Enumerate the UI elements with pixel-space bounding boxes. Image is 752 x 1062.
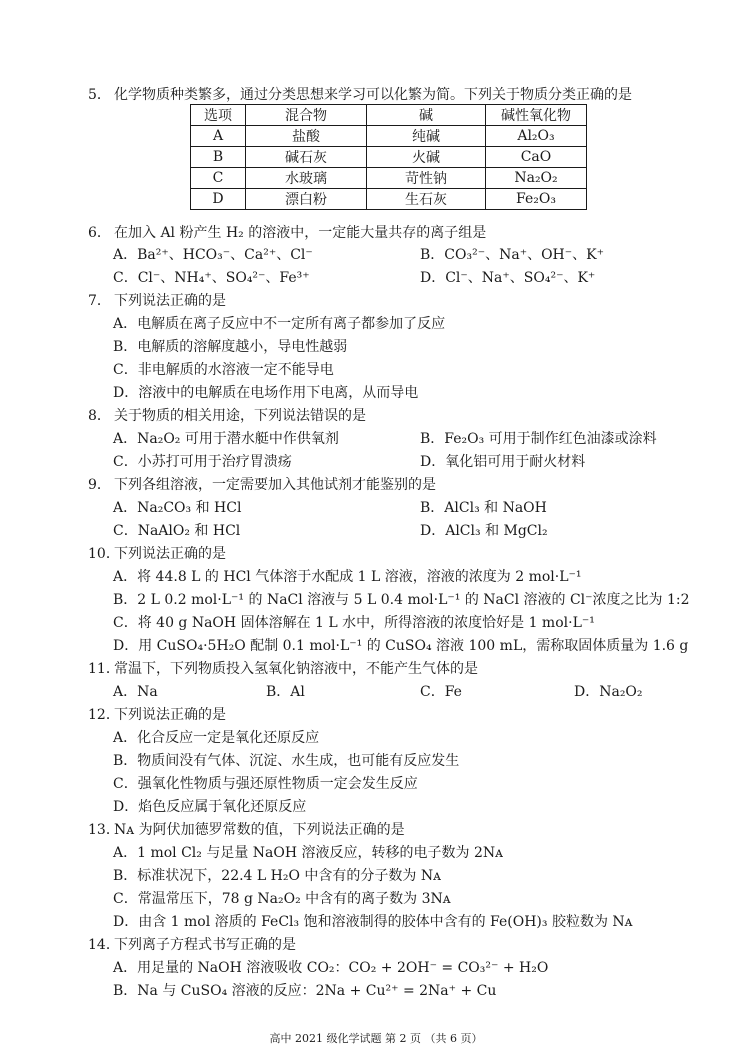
table-header-cell: 碱性氧化物	[486, 105, 587, 126]
option-a: A．将 44.8 L 的 HCl 气体溶于水配成 1 L 溶液，溶液的浓度为 2 mol·L⁻¹	[113, 569, 582, 585]
question-number: 14．	[88, 937, 120, 953]
option-c: C．小苏打可用于治疗胃溃疡	[113, 454, 292, 470]
question-stem: 下列各组溶液，一定需要加入其他试剂才能鉴别的是	[114, 477, 436, 493]
question-stem: 在加入 Al 粉产生 H₂ 的溶液中，一定能大量共存的离子组是	[114, 225, 487, 241]
option-b: B．CO₃²⁻、Na⁺、OH⁻、K⁺	[420, 247, 605, 263]
option-d: D．由含 1 mol 溶质的 FeCl₃ 饱和溶液制得的胶体中含有的 Fe(OH)₃ 胶粒数为 Nᴀ	[113, 914, 633, 930]
question-stem: 下列离子方程式书写正确的是	[114, 937, 296, 953]
question-number: 8．	[88, 408, 111, 424]
question-stem: Nᴀ 为阿伏加德罗常数的值，下列说法正确的是	[114, 822, 405, 838]
question-10	[88, 543, 226, 563]
option-b: B．Al	[266, 684, 305, 700]
option-d: D．焰色反应属于氧化还原反应	[113, 799, 307, 815]
option-a: A．化合反应一定是氧化还原反应	[113, 730, 320, 746]
option-d: D．AlCl₃ 和 MgCl₂	[420, 523, 548, 539]
table-cell: B	[191, 147, 246, 168]
option-a: A．电解质在离子反应中不一定所有离子都参加了反应	[113, 316, 446, 332]
question-8	[88, 405, 366, 425]
table-row	[191, 126, 587, 147]
option-c: C．将 40 g NaOH 固体溶解在 1 L 水中，所得溶液的浓度恰好是 1 mol·L⁻¹	[113, 615, 595, 631]
table-cell: 水玻璃	[246, 168, 367, 189]
table-cell: Fe₂O₃	[486, 189, 587, 210]
question-6	[88, 222, 486, 242]
question-number: 7．	[88, 293, 111, 309]
question-number: 13．	[88, 822, 120, 838]
option-a: A．Na₂O₂ 可用于潜水艇中作供氧剂	[113, 431, 339, 447]
classification-table	[190, 104, 587, 210]
option-c: C．NaAlO₂ 和 HCl	[113, 523, 241, 539]
question-9	[88, 474, 436, 494]
table-row	[191, 147, 587, 168]
table-cell: Na₂O₂	[486, 168, 587, 189]
table-cell: A	[191, 126, 246, 147]
option-d: D．Cl⁻、Na⁺、SO₄²⁻、K⁺	[420, 270, 596, 286]
table-header-cell: 碱	[367, 105, 486, 126]
table-cell: 盐酸	[246, 126, 367, 147]
table-header-row	[191, 105, 587, 126]
question-14	[88, 934, 296, 954]
question-stem: 下列说法正确的是	[114, 293, 226, 309]
option-b: B．AlCl₃ 和 NaOH	[420, 500, 547, 516]
question-12	[88, 704, 226, 724]
table-cell: C	[191, 168, 246, 189]
table-row	[191, 189, 587, 210]
question-stem: 化学物质种类繁多，通过分类思想来学习可以化繁为简。下列关于物质分类正确的是	[114, 87, 632, 103]
option-c: C．Cl⁻、NH₄⁺、SO₄²⁻、Fe³⁺	[113, 270, 310, 286]
option-b: B．Fe₂O₃ 可用于制作红色油漆或涂料	[420, 431, 657, 447]
table-cell: D	[191, 189, 246, 210]
question-stem: 下列说法正确的是	[114, 546, 226, 562]
question-number: 6．	[88, 225, 111, 241]
option-b: B．标准状况下，22.4 L H₂O 中含有的分子数为 Nᴀ	[113, 868, 442, 884]
question-13	[88, 819, 405, 839]
table-cell: 漂白粉	[246, 189, 367, 210]
question-number: 12．	[88, 707, 120, 723]
question-number: 5．	[88, 87, 111, 103]
option-a: A．用足量的 NaOH 溶液吸收 CO₂：CO₂ + 2OH⁻ = CO₃²⁻ + H₂O	[113, 960, 549, 976]
option-b: B．2 L 0.2 mol·L⁻¹ 的 NaCl 溶液与 5 L 0.4 mol·L⁻¹ 的 NaCl 溶液的 Cl⁻浓度之比为 1:2	[113, 592, 690, 608]
question-7	[88, 290, 226, 310]
option-b: B．物质间没有气体、沉淀、水生成，也可能有反应发生	[113, 753, 460, 769]
table-cell: CaO	[486, 147, 587, 168]
option-c: C．常温常压下，78 g Na₂O₂ 中含有的离子数为 3Nᴀ	[113, 891, 451, 907]
question-stem: 常温下，下列物质投入氢氧化钠溶液中，不能产生气体的是	[114, 661, 478, 677]
option-d: D．溶液中的电解质在电场作用下电离，从而导电	[113, 385, 419, 401]
table-cell: 碱石灰	[246, 147, 367, 168]
option-b: B．电解质的溶解度越小，导电性越弱	[113, 339, 348, 355]
option-a: A．Na₂CO₃ 和 HCl	[113, 500, 242, 516]
option-b: B．Na 与 CuSO₄ 溶液的反应：2Na + Cu²⁺ = 2Na⁺ + Cu	[113, 983, 497, 999]
table-cell: 纯碱	[367, 126, 486, 147]
option-c: C．强氧化性物质与强还原性物质一定会发生反应	[113, 776, 418, 792]
table-cell: 苛性钠	[367, 168, 486, 189]
table-cell: 生石灰	[367, 189, 486, 210]
table-row	[191, 168, 587, 189]
question-stem: 下列说法正确的是	[114, 707, 226, 723]
question-stem: 关于物质的相关用途，下列说法错误的是	[114, 408, 366, 424]
question-11	[88, 658, 478, 678]
option-a: A．Ba²⁺、HCO₃⁻、Ca²⁺、Cl⁻	[113, 247, 313, 263]
option-c: C．Fe	[420, 684, 462, 700]
option-a: A．Na	[113, 684, 158, 700]
table-header-cell: 混合物	[246, 105, 367, 126]
question-number: 10．	[88, 546, 120, 562]
question-number: 11．	[88, 661, 120, 677]
option-d: D．氧化铝可用于耐火材料	[420, 454, 586, 470]
table-header-cell: 选项	[191, 105, 246, 126]
option-a: A．1 mol Cl₂ 与足量 NaOH 溶液反应，转移的电子数为 2Nᴀ	[113, 845, 504, 861]
page-footer: 高中 2021 级化学试题 第 2 页 （共 6 页）	[269, 1032, 483, 1045]
table-cell: 火碱	[367, 147, 486, 168]
option-d: D．用 CuSO₄·5H₂O 配制 0.1 mol·L⁻¹ 的 CuSO₄ 溶液 100 mL，需称取固体质量为 1.6 g	[113, 638, 689, 654]
option-c: C．非电解质的水溶液一定不能导电	[113, 362, 334, 378]
question-number: 9．	[88, 477, 111, 493]
question-5	[88, 84, 632, 104]
table-cell: Al₂O₃	[486, 126, 587, 147]
option-d: D．Na₂O₂	[574, 684, 643, 700]
